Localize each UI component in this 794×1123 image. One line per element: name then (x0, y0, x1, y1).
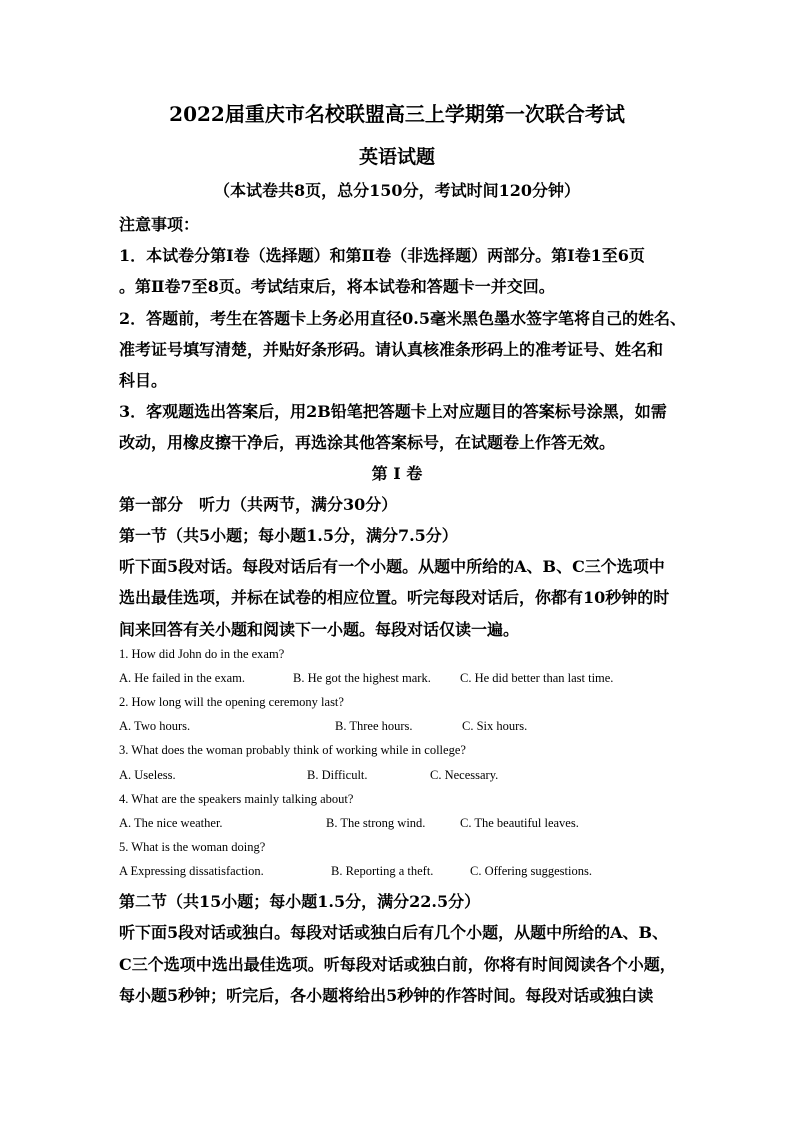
question-stem: 3. What does the woman probably think of working while in college? (119, 743, 466, 757)
option-c: C. Necessary. (430, 768, 499, 782)
notice-line: 2．答题前，考生在答题卡上务必用直径0.5毫米黑色墨水签字笔将自己的姓名、 (119, 309, 686, 328)
question-stem: 2. How long will the opening ceremony last? (119, 695, 344, 709)
notice-line: 1．本试卷分第Ⅰ卷（选择题）和第Ⅱ卷（非选择题）两部分。第Ⅰ卷1至6页 (119, 246, 645, 265)
notice-line: 。第Ⅱ卷7至8页。考试结束后，将本试卷和答题卡一并交回。 (119, 277, 555, 296)
section2-instruction: 听下面5段对话或独白。每段对话或独白后有几个小题，从题中所给的A、B、 (119, 923, 669, 942)
section1-heading: 第一节（共5小题；每小题1.5分，满分7.5分） (119, 526, 458, 545)
notice-heading: 注意事项： (119, 215, 200, 234)
option-c: C. He did better than last time. (460, 671, 614, 685)
option-c: C. The beautiful leaves. (460, 816, 579, 830)
option-b: B. Three hours. (335, 719, 413, 733)
option-a: A. The nice weather. (119, 816, 223, 830)
question-stem: 1. How did John do in the exam? (119, 647, 285, 661)
option-a: A Expressing dissatisfaction. (119, 864, 264, 878)
option-c: C. Six hours. (462, 719, 528, 733)
exam-info: （本试卷共8页，总分150分，考试时间120分钟） (214, 181, 580, 200)
option-a: A. He failed in the exam. (119, 671, 245, 685)
section1-instruction: 间来回答有关小题和阅读下一小题。每段对话仅读一遍。 (119, 620, 520, 639)
option-b: B. The strong wind. (326, 816, 426, 830)
exam-subtitle: 英语试题 (358, 146, 435, 168)
notice-line: 改动，用橡皮擦干净后，再选涂其他答案标号，在试题卷上作答无效。 (119, 433, 616, 452)
option-a: A. Useless. (119, 768, 176, 782)
option-b: B. Difficult. (307, 768, 368, 782)
section1-instruction: 听下面5段对话。每段对话后有一个小题。从题中所给的A、B、C三个选项中 (119, 557, 665, 576)
section1-instruction: 选出最佳选项，并标在试卷的相应位置。听完每段对话后，你都有10秒钟的时 (119, 588, 670, 607)
question-stem: 4. What are the speakers mainly talking about? (119, 792, 354, 806)
part1-heading: 第一部分 听力（共两节，满分30分） (119, 495, 398, 514)
option-b: B. He got the highest mark. (293, 671, 431, 685)
volume-heading: 第 Ⅰ 卷 (371, 464, 423, 483)
exam-title: 2022届重庆市名校联盟高三上学期第一次联合考试 (169, 102, 625, 126)
section2-instruction: C三个选项中选出最佳选项。听每段对话或独白前，你将有时间阅读各个小题， (119, 955, 676, 974)
notice-line: 准考证号填写清楚，并贴好条形码。请认真核准条形码上的准考证号、姓名和 (119, 340, 664, 359)
option-c: C. Offering suggestions. (470, 864, 592, 878)
notice-line: 3．客观题选出答案后，用2B铅笔把答题卡上对应题目的答案标号涂黑，如需 (119, 402, 667, 421)
option-a: A. Two hours. (119, 719, 191, 733)
section2-heading: 第二节（共15小题；每小题1.5分，满分22.5分） (119, 892, 481, 911)
question-stem: 5. What is the woman doing? (119, 840, 266, 854)
option-b: B. Reporting a theft. (331, 864, 434, 878)
section2-instruction: 每小题5秒钟；听完后，各小题将给出5秒钟的作答时间。每段对话或独白读 (119, 986, 654, 1005)
notice-line: 科目。 (119, 371, 168, 390)
